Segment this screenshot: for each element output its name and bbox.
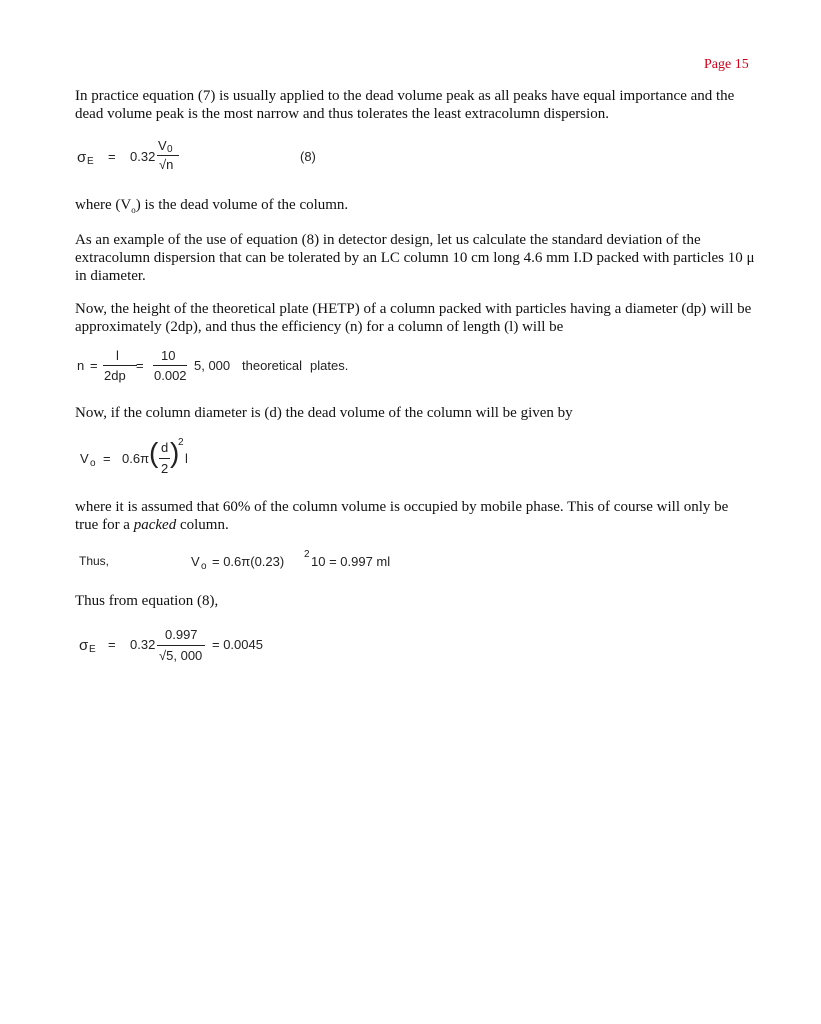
equals-sign: =: [108, 149, 116, 164]
length-symbol: l: [185, 451, 188, 466]
left-paren: (: [149, 437, 159, 468]
paragraph-assumption: [75, 498, 755, 534]
fraction-bar: [159, 458, 170, 459]
fraction-1-numerator: l: [116, 348, 119, 363]
n-symbol: n: [77, 358, 85, 373]
fraction-denominator: 2: [161, 461, 169, 476]
v-symbol: V: [191, 554, 200, 569]
equals-sign: =: [136, 358, 144, 373]
denominator: √n: [159, 157, 174, 172]
expression: = 0.6π(0.23): [212, 554, 285, 569]
fraction-bar: [157, 155, 179, 156]
sigma-symbol: σ: [79, 637, 89, 654]
text-part: ) is the dead volume of the column.: [135, 197, 349, 213]
equation-thus: [75, 550, 415, 574]
fraction-bar: [103, 365, 137, 366]
exponent: 2: [178, 437, 184, 448]
numerator: 0.997: [165, 627, 198, 642]
coefficient: 0.6π: [122, 451, 150, 466]
subscript: o: [131, 205, 136, 215]
paragraph-hetp: Now, the height of the theoretical plate (HETP) of a column packed with particles having a diameter (dp) will be approximately (2dp), and thus the efficiency (n) for a column of length (l) will be: [75, 301, 752, 335]
word-plates: plates.: [310, 358, 349, 373]
paragraph-diameter: Now, if the column diameter is (d) the dead volume of the column will be given by: [75, 405, 573, 421]
fraction-2-numerator: 10: [161, 348, 176, 363]
v-subscript: o: [201, 561, 207, 572]
paragraph-example: As an example of the use of equation (8) in detector design, let us calculate the standard deviation of the extracolumn dispersion that can be tolerated by an LC column 10 cm long 4.6 mm I.D packed with particles 10 μ in diameter.: [75, 232, 755, 284]
v-symbol: V: [80, 451, 89, 466]
page-number: Page 15: [704, 57, 749, 72]
equation-plates: [75, 348, 395, 388]
equals-sign: =: [108, 637, 116, 652]
text-part: column.: [176, 517, 229, 533]
word-theoretical: theoretical: [242, 358, 302, 373]
equation-label: (8): [300, 149, 316, 164]
v-subscript: o: [90, 458, 96, 469]
coefficient: 0.32: [130, 149, 156, 164]
exponent: 2: [304, 549, 310, 560]
numerator: V: [158, 138, 167, 153]
paragraph-intro: In practice equation (7) is usually applied to the dead volume peak as all peaks have equal importance and the dead volume peak is the most narrow and thus tolerates the least extracolumn dispersion.: [75, 88, 735, 122]
paragraph-thus-from: Thus from equation (8),: [75, 593, 219, 609]
fraction-numerator: d: [161, 440, 169, 455]
sigma-subscript: E: [87, 156, 94, 167]
equals-sign: =: [90, 358, 98, 373]
text-part: where (V: [75, 197, 132, 213]
thus-label: Thus,: [79, 554, 110, 568]
fraction-bar: [157, 645, 205, 646]
numerator-subscript: 0: [167, 144, 173, 155]
result-value: 5, 000: [194, 358, 231, 373]
fraction-1-denominator: 2dp: [104, 368, 126, 383]
equation-dead-volume: [75, 434, 275, 484]
fraction-2-denominator: 0.002: [154, 368, 187, 383]
equation-final: [75, 624, 335, 668]
result: = 0.0045: [212, 637, 263, 652]
equals-sign: =: [103, 451, 111, 466]
equation-8: [75, 140, 375, 180]
result: 10 = 0.997 ml: [311, 554, 391, 569]
fraction-bar: [153, 365, 187, 366]
sigma-symbol: σ: [77, 149, 87, 166]
coefficient: 0.32: [130, 637, 156, 652]
paragraph-dead-volume: [75, 196, 755, 219]
sigma-subscript: E: [89, 644, 96, 655]
emphasis-packed: packed: [133, 517, 177, 533]
text-part: where it is assumed that 60% of the column volume is occupied by mobile phase. This of course will only be true for a: [75, 499, 729, 533]
denominator: √5, 000: [159, 648, 203, 663]
right-paren: ): [170, 437, 180, 468]
